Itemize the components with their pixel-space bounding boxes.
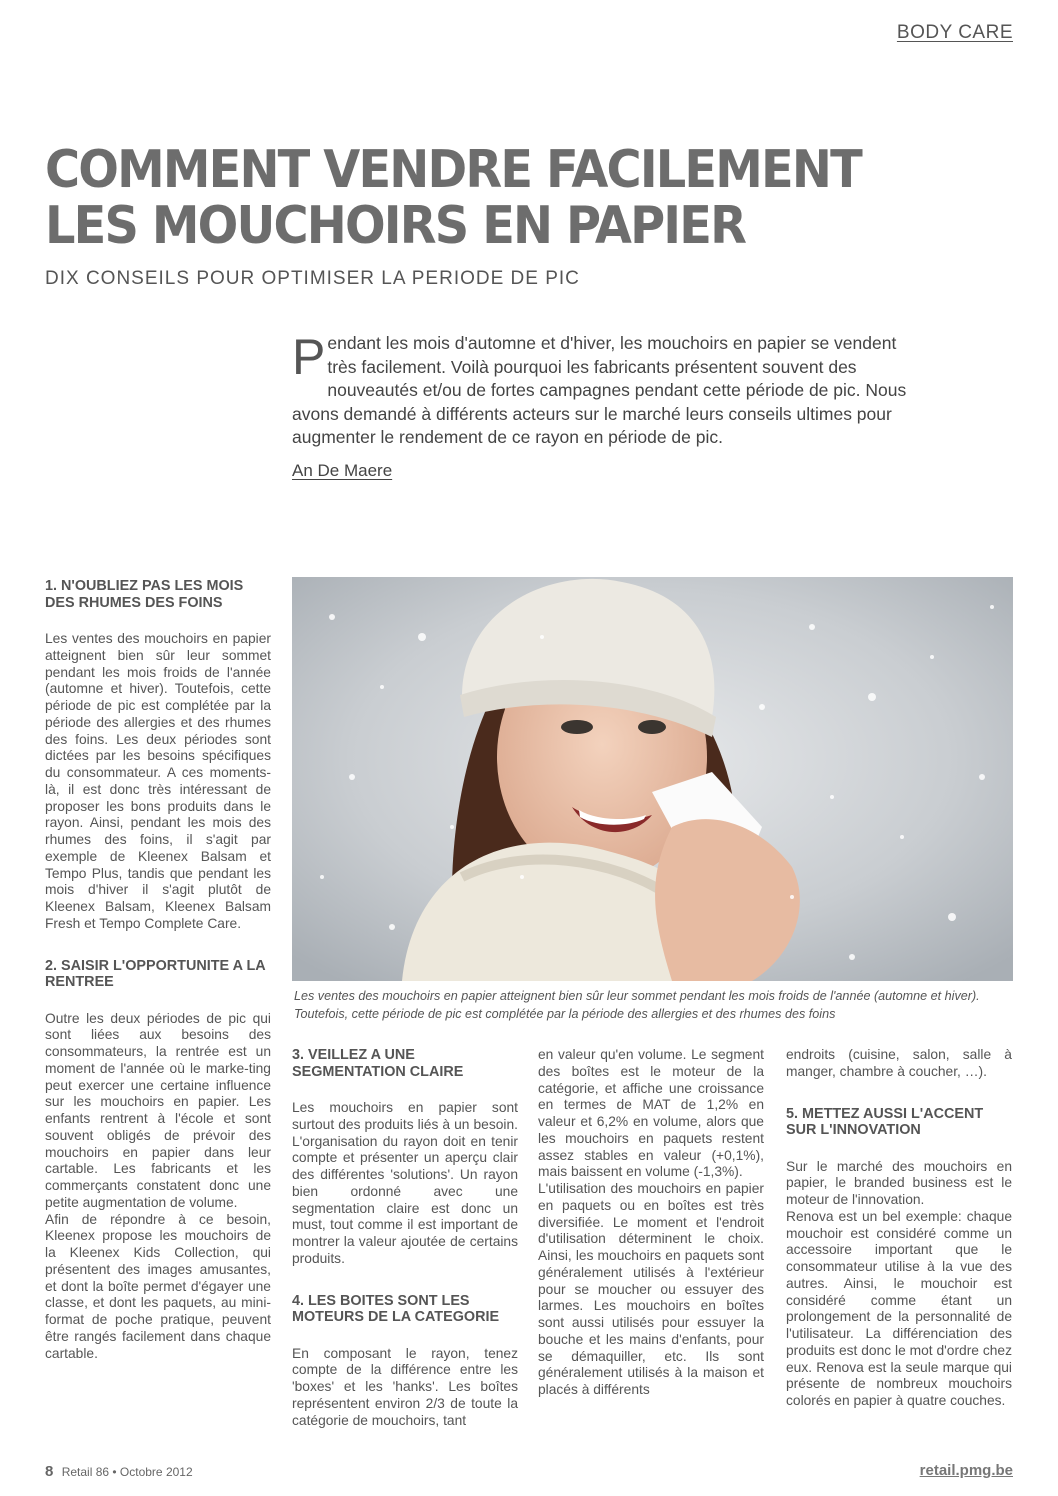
page-number: 8 bbox=[45, 1463, 54, 1480]
website-link[interactable]: retail.pmg.be bbox=[919, 1462, 1013, 1479]
section-4-body-d: endroits (cuisine, salon, salle à manger, chambre à coucher, …). bbox=[786, 1047, 1012, 1079]
section-4-body-a: En composant le rayon, tenez compte de la différence entre les 'boxes' et les 'hanks'. Les boîtes représentent environ 2/3 de toute la catégorie de mouchoirs, tant bbox=[292, 1345, 518, 1428]
column-1 bbox=[45, 578, 271, 1362]
column-3 bbox=[538, 1047, 764, 1399]
article-title bbox=[45, 142, 873, 254]
section-tag: BODY CARE bbox=[896, 22, 1013, 43]
drop-cap: P bbox=[292, 329, 326, 385]
column-2 bbox=[292, 1047, 518, 1429]
section-5-heading: 5. METTEZ AUSSI L'ACCENT SUR L'INNOVATION bbox=[786, 1105, 984, 1138]
section-4-heading: 4. LES BOITES SONT LES MOTEURS DE LA CATEGORIE bbox=[292, 1292, 500, 1325]
article-photo bbox=[292, 577, 1013, 981]
page-footer bbox=[45, 1463, 193, 1480]
issue-info: Retail 86 • Octobre 2012 bbox=[61, 1465, 193, 1479]
title-line-2: LES MOUCHOIRS EN PAPIER bbox=[45, 196, 746, 256]
section-3-heading: 3. VEILLEZ A UNE SEGMENTATION CLAIRE bbox=[292, 1047, 464, 1080]
woman-with-tissue-image bbox=[292, 577, 1013, 981]
section-1-heading: 1. N'OUBLIEZ PAS LES MOIS DES RHUMES DES FOINS bbox=[45, 578, 244, 611]
intro-paragraph bbox=[292, 329, 922, 450]
section-4-body-c: L'utilisation des mouchoirs en papier en paquets ou en boîtes est très diversifiée. Le moment et l'endroit d'utilisation déterminent le choix. Ainsi, les mouchoirs en paquets sont généralement utilisés à l'extérieur pour se moucher ou essuyer des larmes. Les mouchoirs en boîtes sont aussi utilisés pour essuyer la bouche et les mains d'enfants, pour se démaquiller, etc. Ils sont généralement utilisés à la maison et placés à différents bbox=[538, 1181, 764, 1397]
section-2-heading: 2. SAISIR L'OPPORTUNITE A LA RENTREE bbox=[45, 957, 266, 990]
intro-text: endant les mois d'automne et d'hiver, les mouchoirs en papier se vendent très facilement. Voilà pourquoi les fabricants présentent souvent des nouveautés et/ou de fortes campagnes pendant cette période de pic. Nous avons demandé à différents acteurs sur le marché leurs conseils ultimes pour augmenter le rendement de ce rayon en période de pic. bbox=[292, 333, 907, 447]
photo-caption: Les ventes des mouchoirs en papier atteignent bien sûr leur sommet pendant les mois froids de l'année (automne et hiver). Toutefois, cette période de pic est complétée par la période des allergies et des rhumes des foins bbox=[294, 989, 980, 1021]
column-4 bbox=[786, 1047, 1012, 1410]
section-4-body-b: en valeur qu'en volume. Le segment des boîtes est le moteur de la catégorie, et affiche une croissance en termes de MAT de 1,2% en valeur et 6,2% en volume, alors que les mouchoirs en paquets restent assez stables en valeur (+0,1%), mais baissent en volume (-1,3%). bbox=[538, 1047, 764, 1180]
section-3-body: Les mouchoirs en papier sont surtout des produits liés à un besoin. L'organisation du rayon doit en tenir compte et présenter un aperçu clair des différentes 'solutions'. Un rayon bien ordonné avec une segmentation claire est donc un must, tout comme il est important de montrer la valeur ajoutée de certains produits. bbox=[292, 1100, 518, 1266]
section-5-body-2: Renova est un bel exemple: chaque mouchoir est considéré comme un accessoire important que le consommateur utilise à la vue des autres. Ainsi, le mouchoir est considéré comme étant un prolongement de la personnalité de l'utilisateur. La différenciation des produits est donc le mot d'ordre chez eux. Renova est la seule marque qui présente de nombreux mouchoirs colorés en papier à quatre couches. bbox=[786, 1208, 1012, 1408]
title-line-1: COMMENT VENDRE FACILEMENT bbox=[45, 140, 861, 200]
section-2-body-1: Outre les deux périodes de pic qui sont liées aux besoins des consommateurs, la rentrée est un moment de l'année où le marke-ting peut exercer une certaine influence sur les mouchoirs en papier. Les enfants rentrent à l'école et sont souvent obligés de prévoir des mouchoirs en papier dans leur cartable. Les fabricants et les commerçants constatent donc une petite augmentation de volume. bbox=[45, 1010, 271, 1210]
author-byline: An De Maere bbox=[292, 461, 393, 480]
section-5-body-1: Sur le marché des mouchoirs en papier, le branded business est le moteur de l'innovation. bbox=[786, 1158, 1012, 1207]
section-1-body: Les ventes des mouchoirs en papier atteignent bien sûr leur sommet pendant les mois froids de l'année (automne et hiver). Toutefois, cette période de pic est complétée par la période des allergies et des rhumes des foins. Les deux périodes sont dictées par les besoins spécifiques du consommateur. A ces moments-là, il est donc très intéressant de proposer les bons produits dans le rayon. Ainsi, pendant les mois des rhumes des foins, il s'agit par exemple de Kleenex Balsam et Tempo Plus, tandis que pendant les mois d'hiver il s'agit plutôt de Kleenex Balsam, Kleenex Balsam Fresh et Tempo Complete Care. bbox=[45, 631, 271, 931]
article-subtitle: DIX CONSEILS POUR OPTIMISER LA PERIODE DE PIC bbox=[45, 268, 580, 289]
section-2-body-2: Afin de répondre à ce besoin, Kleenex propose les mouchoirs de la Kleenex Kids Collection, qui présentent des images amusantes, et dont la boîte permet d'égayer une classe, et dont les paquets, au mini-format de poche pratique, peuvent être rangés facilement dans chaque cartable. bbox=[45, 1211, 271, 1361]
